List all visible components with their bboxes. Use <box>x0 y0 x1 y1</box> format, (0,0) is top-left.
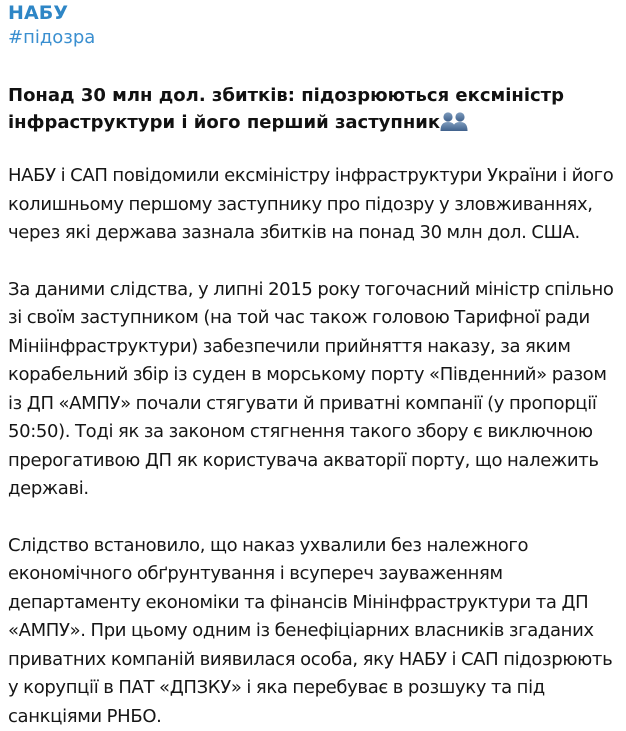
hashtag-link[interactable]: #підозра <box>8 26 614 50</box>
post-title-text: Понад 30 млн дол. збитків: підозрюються ексміністр інфраструктури і його перший заступник <box>8 85 564 133</box>
paragraph-1: НАБУ і САП повідомили ексміністру інфраструктури України і його колишньому першому заступнику про підозру у зловживаннях, через які держава зазнала збитків на понад 30 млн дол. США. <box>8 162 614 248</box>
busts-in-silhouette-icon <box>440 110 468 132</box>
paragraph-3: Слідство встановило, що наказ ухвалили без належного економічного обґрунтування і всупереч зауваженням департаменту економіки та фінансів Мінінфраструктури та ДП «АМПУ». При цьому одним із бенефіціарних власників згаданих приватних компаній виявилася особа, яку НАБУ і САП підозрюють у корупції в ПАТ «ДПЗКУ» і яка перебуває в розшуку та під санкціями РНБО. <box>8 532 614 731</box>
channel-name[interactable]: НАБУ <box>8 0 614 24</box>
post-title <box>8 82 614 136</box>
paragraph-2: За даними слідства, у липні 2015 року тогочасний міністр спільно зі своїм заступником (на той час також головою Тарифної ради Мініінфраструктури) забезпечили прийняття наказу, за яким корабельний збір із суден в морському порту «Південний» разом із ДП «АМПУ» почали стягувати й приватні компанії (у пропорції 50:50). Тоді як за законом стягнення такого збору є виключною прерогативою ДП як користувача акваторії порту, що належить державі. <box>8 276 614 504</box>
